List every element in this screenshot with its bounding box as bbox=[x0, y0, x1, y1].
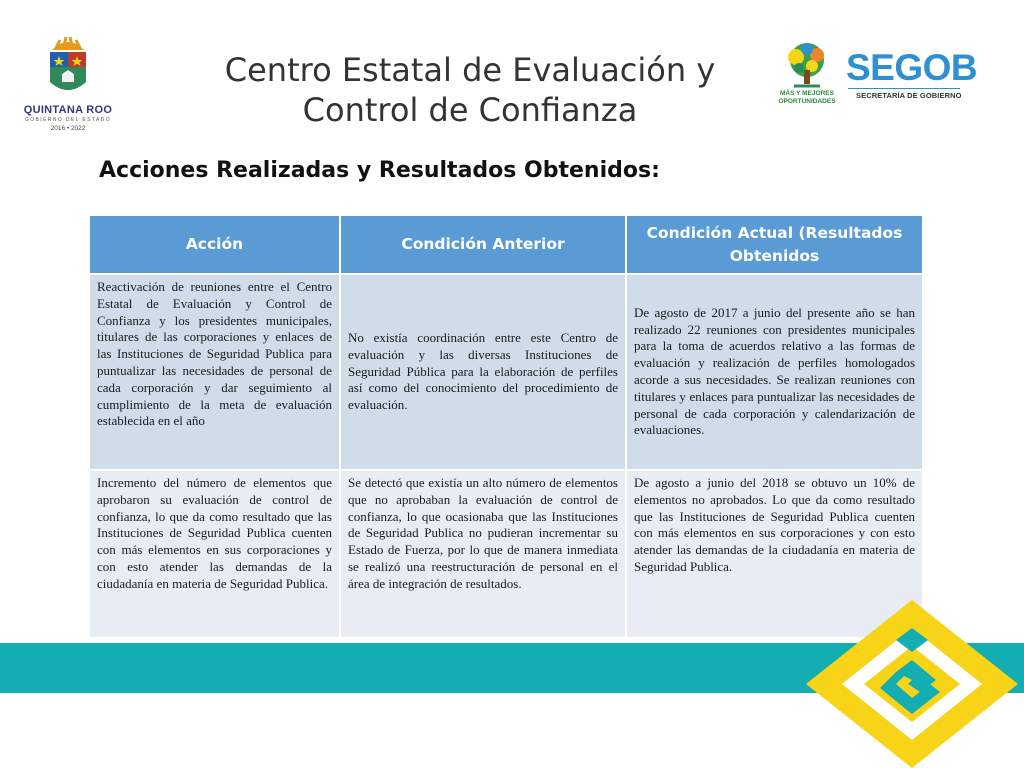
tree-caption-line2: OPORTUNIDADES bbox=[778, 97, 836, 105]
tree-logo-caption bbox=[776, 90, 838, 105]
coat-of-arms-icon bbox=[22, 36, 114, 102]
quintana-roo-name: QUINTANA ROO bbox=[23, 104, 113, 116]
table-cell-accion: Incremento del número de elementos que aprobaron su evaluación de control de confianza, lo que da como resultado que las Instituciones de Seguridad Publica cuenten con más elementos en sus corporaciones y con esto atender las demandas de la ciudadanía en materia de Seguridad Publica. bbox=[89, 470, 340, 638]
page-title-line2: Control de Confianza bbox=[302, 91, 638, 129]
column-header-accion: Acción bbox=[89, 215, 340, 274]
tree-caption-line1: MÁS Y MEJORES bbox=[780, 90, 834, 97]
mas-y-mejores-oportunidades-logo bbox=[776, 40, 838, 116]
table-row bbox=[89, 274, 923, 470]
section-subtitle: Acciones Realizadas y Resultados Obtenidos: bbox=[99, 158, 660, 183]
quintana-roo-subtitle: GOBIERNO DEL ESTADO bbox=[24, 117, 112, 123]
acciones-table bbox=[88, 214, 924, 639]
column-header-condicion-actual: Condición Actual (Resultados Obtenidos bbox=[626, 215, 923, 274]
greca-decoration-icon bbox=[800, 592, 1024, 768]
table-row bbox=[89, 470, 923, 638]
column-header-condicion-anterior: Condición Anterior bbox=[340, 215, 626, 274]
segob-subtitle: SECRETARÍA DE GOBIERNO bbox=[856, 91, 962, 100]
segob-logo bbox=[846, 48, 976, 108]
table-cell-condicion-actual: De agosto de 2017 a junio del presente año se han realizado 22 reuniones con presidentes municipales para la toma de acuerdos relativo a las formas de evaluación y realización de perfiles homologados acorde a sus necesidades. Se realizan reuniones con titulares y enlaces para puntualizar las necesidades de personal de cada corporación y calendarización de evaluaciones. bbox=[626, 274, 923, 470]
segob-name: SEGOB bbox=[846, 47, 978, 88]
quintana-roo-years: 2016 • 2022 bbox=[50, 125, 86, 132]
page-title bbox=[170, 50, 770, 130]
table-header-row bbox=[89, 215, 923, 274]
table-cell-condicion-actual: De agosto a junio del 2018 se obtuvo un 10% de elementos no aprobados. Lo que da como resultado que las Instituciones de Seguridad Publica cuenten con más elementos en sus corporaciones y con esto atender las demandas de la ciudadanía en materia de Seguridad Publica. bbox=[626, 470, 923, 638]
tree-icon bbox=[776, 40, 838, 90]
quintana-roo-logo bbox=[22, 36, 114, 146]
segob-divider bbox=[848, 88, 960, 89]
page-title-line1: Centro Estatal de Evaluación y bbox=[224, 51, 716, 89]
table-cell-condicion-anterior: Se detectó que existía un alto número de elementos que no aprobaban la evaluación de control de confianza, lo que ocasionaba que las Instituciones de Seguridad Publica no pudieran incrementar su Estado de Fuerza, por lo que de manera inmediata se realizó una reestructuración de personal en el área de integración de resultados. bbox=[340, 470, 626, 638]
table-cell-accion: Reactivación de reuniones entre el Centro Estatal de Evaluación y Control de Confianza y los presidentes municipales, titulares de las corporaciones y enlaces de las Instituciones de Seguridad Publica para puntualizar las necesidades de personal de cada corporación y dar seguimiento al cumplimiento de la meta de evaluación establecida en el año bbox=[89, 274, 340, 470]
table-cell-condicion-anterior: No existía coordinación entre este Centro de evaluación y las diversas Instituciones de Seguridad Pública para la elaboración de perfiles así como del conocimiento del procedimiento de evaluación. bbox=[340, 274, 626, 470]
